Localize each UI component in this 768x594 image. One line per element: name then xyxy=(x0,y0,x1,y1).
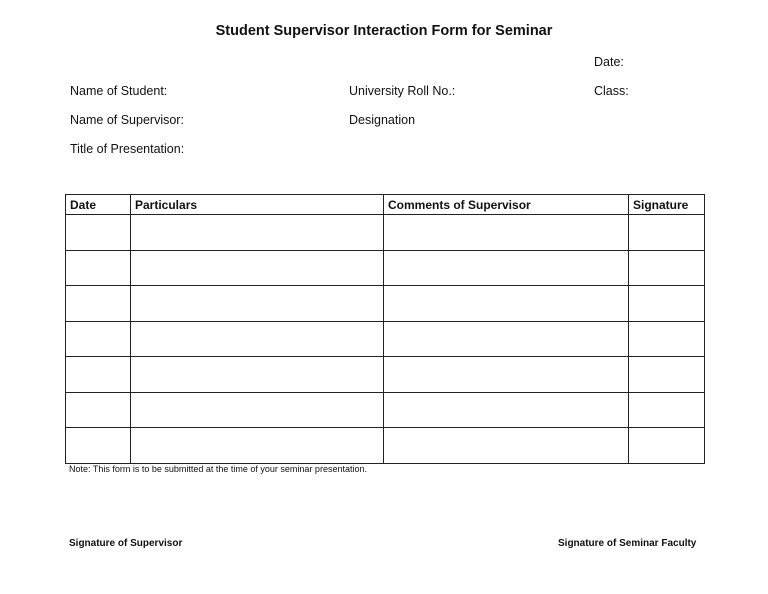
form-title: Student Supervisor Interaction Form for Seminar xyxy=(215,23,553,39)
comments-cell[interactable] xyxy=(384,428,629,464)
table-row xyxy=(66,321,705,357)
date-label: Date: xyxy=(594,55,624,69)
comments-cell[interactable] xyxy=(384,392,629,428)
signature-cell[interactable] xyxy=(629,428,705,464)
particulars-cell[interactable] xyxy=(131,392,384,428)
signature-cell[interactable] xyxy=(629,215,705,251)
particulars-cell[interactable] xyxy=(131,321,384,357)
particulars-cell[interactable] xyxy=(131,250,384,286)
university-roll-label: University Roll No.: xyxy=(349,84,456,98)
table-row xyxy=(66,215,705,251)
signature-cell[interactable] xyxy=(629,321,705,357)
table-row xyxy=(66,392,705,428)
table-row xyxy=(66,250,705,286)
particulars-cell[interactable] xyxy=(131,428,384,464)
table-row xyxy=(66,286,705,322)
table-header-row xyxy=(66,195,705,215)
header-particulars: Particulars xyxy=(131,195,384,215)
comments-cell[interactable] xyxy=(384,286,629,322)
comments-cell[interactable] xyxy=(384,321,629,357)
faculty-signature-label: Signature of Seminar Faculty xyxy=(558,538,697,549)
signature-cell[interactable] xyxy=(629,286,705,322)
supervisor-signature-label: Signature of Supervisor xyxy=(69,538,183,549)
comments-cell[interactable] xyxy=(384,250,629,286)
particulars-cell[interactable] xyxy=(131,215,384,251)
table-row xyxy=(66,428,705,464)
class-label: Class: xyxy=(594,84,629,98)
signature-cell[interactable] xyxy=(629,250,705,286)
submission-note: Note: This form is to be submitted at the time of your seminar presentation. xyxy=(69,464,367,474)
header-comments-of-supervisor: Comments of Supervisor xyxy=(384,195,629,215)
date-cell[interactable] xyxy=(66,357,131,393)
interaction-log-table xyxy=(65,194,705,464)
designation-label: Designation xyxy=(349,113,416,127)
particulars-cell[interactable] xyxy=(131,357,384,393)
particulars-cell[interactable] xyxy=(131,286,384,322)
name-of-student-label: Name of Student: xyxy=(70,84,168,98)
date-cell[interactable] xyxy=(66,428,131,464)
header-date: Date xyxy=(66,195,131,215)
date-cell[interactable] xyxy=(66,250,131,286)
comments-cell[interactable] xyxy=(384,215,629,251)
table-row xyxy=(66,357,705,393)
date-cell[interactable] xyxy=(66,321,131,357)
signature-cell[interactable] xyxy=(629,357,705,393)
date-cell[interactable] xyxy=(66,392,131,428)
title-of-presentation-label: Title of Presentation: xyxy=(70,142,185,156)
date-cell[interactable] xyxy=(66,286,131,322)
header-signature: Signature xyxy=(629,195,705,215)
date-cell[interactable] xyxy=(66,215,131,251)
comments-cell[interactable] xyxy=(384,357,629,393)
name-of-supervisor-label: Name of Supervisor: xyxy=(70,113,184,127)
signature-cell[interactable] xyxy=(629,392,705,428)
